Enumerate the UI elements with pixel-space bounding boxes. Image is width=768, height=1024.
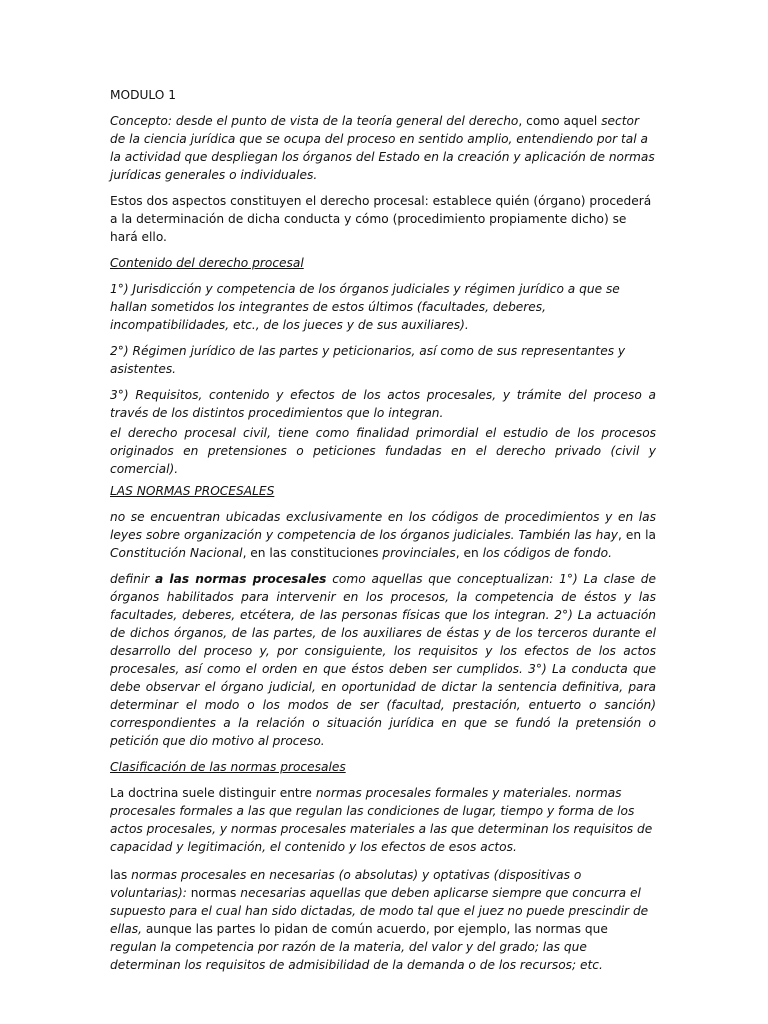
ubicadas-c: Constitución Nacional — [110, 546, 243, 560]
list-item-1: 1°) Jurisdicción y competencia de los órganos judiciales y régimen jurídico a que se hallan sometidos los integrantes de estos últimos (facultades, deberes, incompatibilidades, etc., de los jueces y de sus auxiliares). — [110, 282, 620, 332]
paragraph-necesarias — [110, 866, 656, 974]
definir-b: a las normas procesales — [155, 572, 327, 586]
civil-end: . — [174, 462, 179, 476]
concepto-body: sector de la ciencia jurídica que se ocupa del proceso en sentido amplio, entendiendo por tal a la actividad que despliegan los órganos del Estado en la creación y aplicación de normas jurídicas generales o individuales. — [110, 114, 655, 182]
heading-normas: LAS NORMAS PROCESALES — [110, 484, 275, 498]
concepto-lead: Concepto: desde el punto de vista de la teoría general del derecho — [110, 114, 519, 128]
heading-contenido: Contenido del derecho procesal — [110, 256, 304, 270]
necesarias-d: necesarias aquellas que deben aplicarse siempre que concurra el supuesto para el cual han sido dictadas, de modo tal que el juez no puede prescindir de ellas, — [110, 886, 649, 936]
paragraph-estos: Estos dos aspectos constituyen el derecho procesal: establece quién (órgano) procederá a la determinación de dicha conducta y cómo (procedimiento propiamente dicho) se hará ello. — [110, 194, 652, 244]
paragraph-ubicadas — [110, 508, 656, 562]
heading-clasificacion: Clasificación de las normas procesales — [110, 760, 346, 774]
definir-c: como aquellas que conceptualizan: 1°) La clase de órganos habilitados para intervenir en los procesos, la competencia de éstos y las facultades, deberes, etcétera, de las personas físicas que los integran. 2°) La actuación de dichos órganos, de las partes, de los auxiliares de éstas y de los terceros durante el desarrollo del proceso y, por consiguiente, los requisitos y los efectos de los actos procesales, así como el orden en que éstos deben ser cumplidos. 3°) La conducta que debe observar el órgano judicial, en oportunidad de dictar la sentencia definitiva, para determinar el modo o los modos de ser (facultad, prestación, entuerto o sanción) correspondientes a la relación o situación jurídica en que se fundó la pretensión o petición que dio motivo al proceso. — [110, 572, 656, 748]
necesarias-c: normas — [186, 886, 241, 900]
doctrina-a: La doctrina suele distinguir entre — [110, 786, 316, 800]
necesarias-b: normas procesales en necesarias (o absolutas) y optativas (dispositivas o voluntarias): — [110, 868, 582, 900]
doctrina-b: normas procesales formales y materiales. normas procesales formales a las que regulan las condiciones de lugar, tiempo y forma de los actos procesales, y normas procesales materiales a las que determinan los requisitos de capacidad y legitimación, el contenido y los efectos de esos actos. — [110, 786, 653, 854]
document-title: MODULO 1 — [110, 88, 176, 102]
ubicadas-d: , en las constituciones — [242, 546, 383, 560]
ubicadas-b: , en la — [618, 528, 656, 542]
document-page — [110, 86, 656, 982]
concepto-link: , como aquel — [518, 114, 602, 128]
paragraph-concepto — [110, 112, 656, 184]
paragraph-civil — [110, 424, 656, 478]
ubicadas-e: provinciales — [382, 546, 456, 560]
necesarias-a: las — [110, 868, 132, 882]
paragraph-doctrina — [110, 784, 656, 856]
ubicadas-a: no se encuentran ubicadas exclusivamente en los códigos de procedimientos y en las leyes sobre organización y competencia de los órganos judiciales. También las hay — [110, 510, 656, 542]
list-item-3: 3°) Requisitos, contenido y efectos de los actos procesales, y trámite del proceso a través de los distintos procedimientos que lo integran. — [110, 388, 656, 420]
civil-body: el derecho procesal civil, tiene como finalidad primordial el estudio de los procesos originados en pretensiones o peticiones fundadas en el derecho privado (civil y comercial) — [110, 426, 656, 476]
paragraph-definir — [110, 570, 656, 750]
list-item-2: 2°) Régimen jurídico de las partes y peticionarios, así como de sus representantes y asistentes. — [110, 344, 626, 376]
definir-a: definir — [110, 572, 156, 586]
necesarias-f: regulan la competencia por razón de la materia, del valor y del grado; las que determinan los requisitos de admisibilidad de la demanda o de los recursos; etc. — [110, 940, 603, 972]
ubicadas-f: , en — [455, 546, 483, 560]
necesarias-e: aunque las partes lo pidan de común acuerdo, por ejemplo, las normas que — [141, 922, 608, 936]
ubicadas-g: los códigos de fondo. — [482, 546, 612, 560]
